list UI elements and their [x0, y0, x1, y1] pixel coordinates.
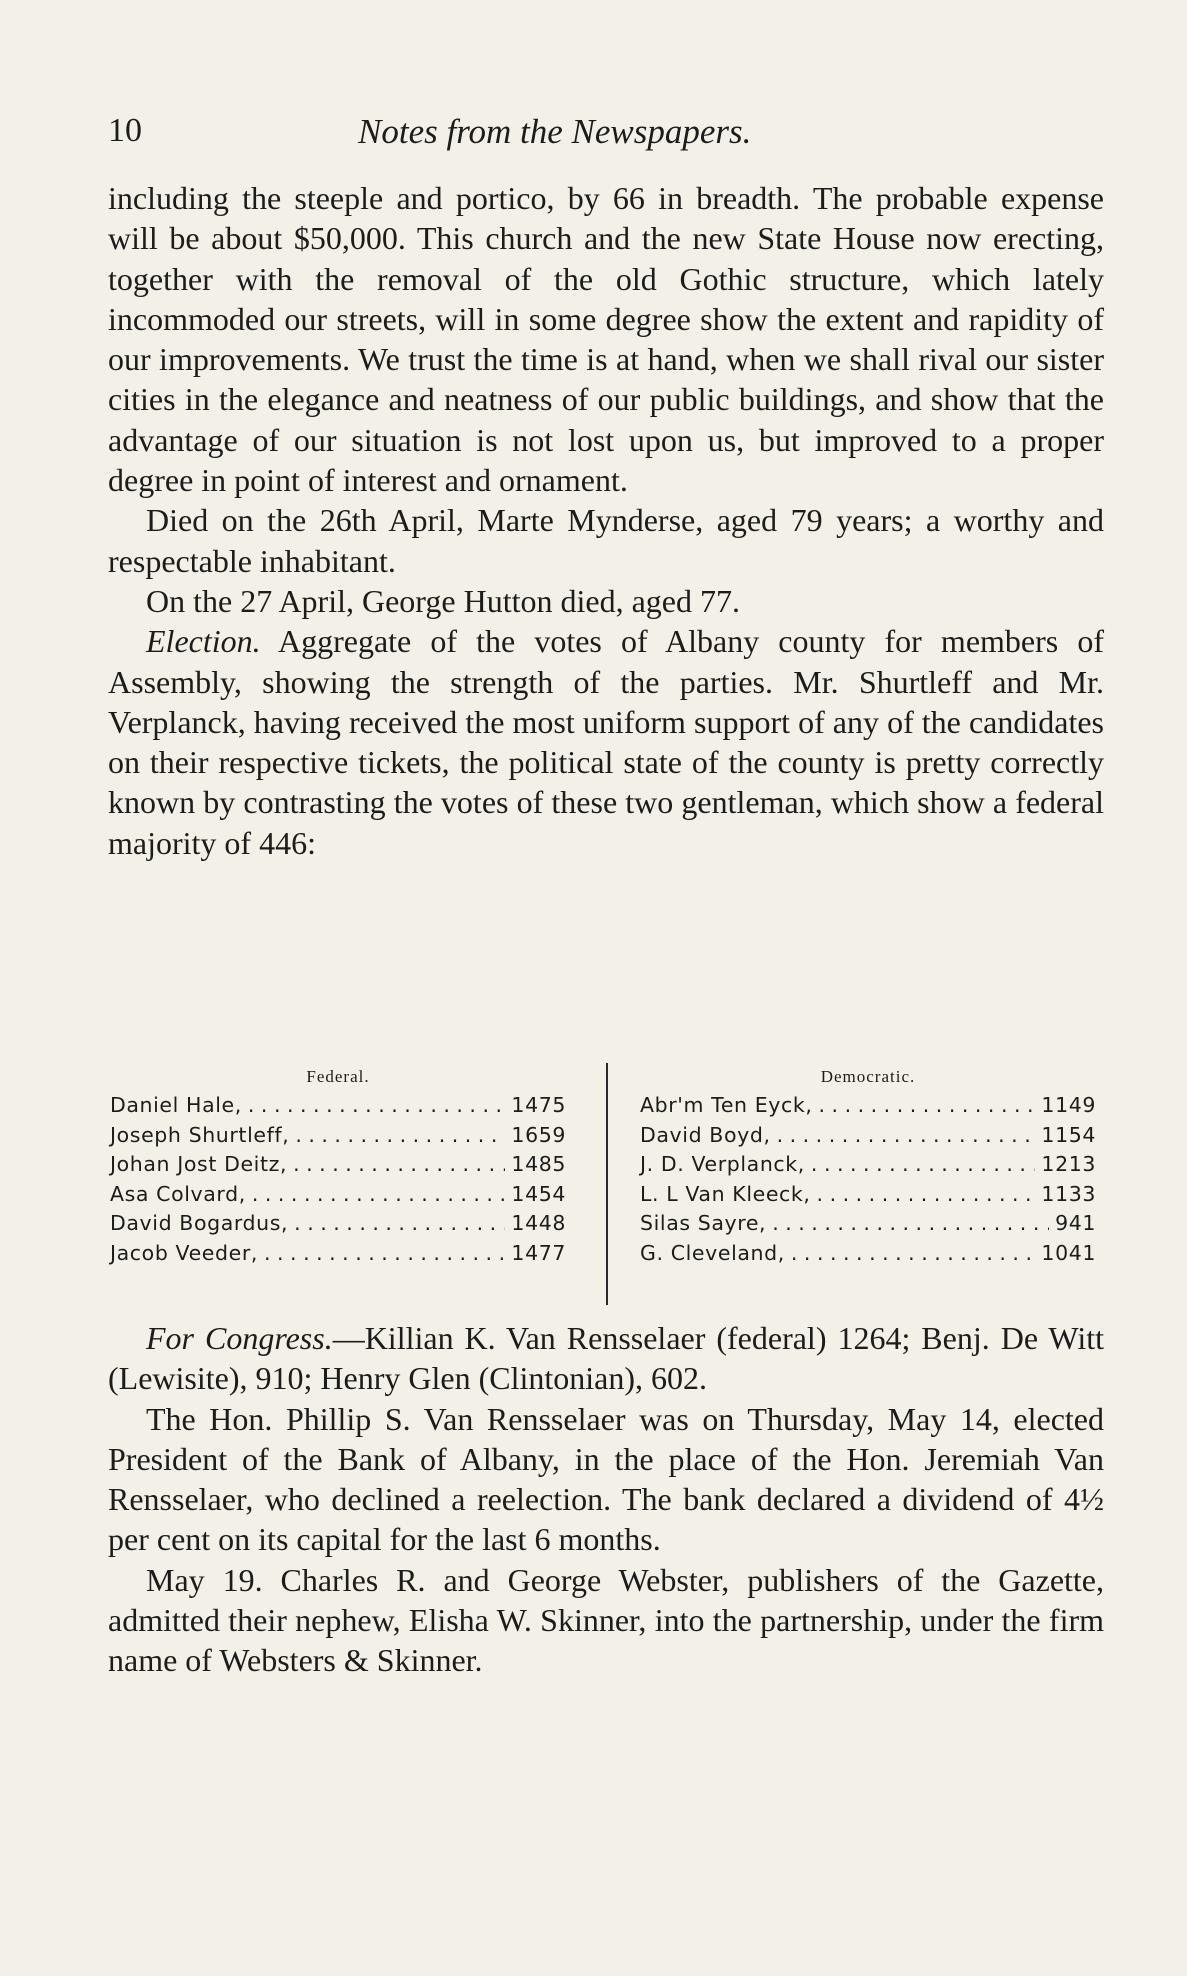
paragraph-death-mynderse: Died on the 26th April, Marte Mynderse, aged 79 years; a worthy and respectable inhabitant.	[108, 502, 1104, 579]
dot-leader	[264, 1239, 505, 1269]
vote-count: 1454	[511, 1181, 566, 1206]
vote-row	[640, 1121, 1096, 1151]
vote-count: 1041	[1041, 1240, 1096, 1265]
body-text-upper	[108, 178, 1104, 863]
vote-count: 1213	[1041, 1152, 1096, 1176]
dot-leader	[791, 1239, 1036, 1269]
paragraph-death-hutton: On the 27 April, George Hutton died, aged 77.	[146, 582, 740, 619]
candidate-name: L. L Van Kleeck,	[640, 1181, 811, 1206]
paragraph-election	[108, 621, 1104, 863]
candidate-name: Abr'm Ten Eyck,	[640, 1093, 813, 1117]
dot-leader	[819, 1091, 1036, 1121]
vote-row	[640, 1239, 1096, 1269]
dot-leader	[777, 1121, 1036, 1151]
candidate-name: J. D. Verplanck,	[640, 1152, 805, 1176]
vote-row	[110, 1121, 566, 1151]
column-divider	[606, 1063, 608, 1305]
vote-row	[110, 1150, 566, 1180]
candidate-name: Asa Colvard,	[110, 1181, 246, 1206]
dot-leader	[252, 1180, 506, 1210]
vote-row	[640, 1091, 1096, 1121]
running-title: Notes from the Newspapers.	[358, 112, 752, 151]
vote-row	[110, 1180, 566, 1210]
candidate-name: David Bogardus,	[110, 1211, 289, 1235]
democratic-column	[640, 1063, 1096, 1268]
body-text-lower	[108, 1318, 1104, 1681]
candidate-name: Johan Jost Deitz,	[110, 1152, 288, 1176]
candidate-name: Jacob Veeder,	[110, 1240, 258, 1265]
federal-column	[110, 1063, 566, 1268]
vote-count: 1485	[511, 1152, 566, 1176]
dot-leader	[817, 1180, 1036, 1210]
paragraph-webster: May 19. Charles R. and George Webster, publishers of the Gazette, admitted their nephew, Elisha W. Skinner, into the partnership, under the firm name of Websters & Skinner.	[108, 1561, 1104, 1679]
congress-text: —Killian K. Van Rensselaer (federal) 1264; Benj. De Witt (Lewisite), 910; Henry Glen (Clintonian), 602.	[108, 1320, 1104, 1397]
dot-leader	[248, 1091, 506, 1121]
paragraph-congress	[108, 1318, 1104, 1399]
congress-lead: For Congress.	[146, 1320, 333, 1356]
vote-row	[640, 1209, 1096, 1239]
vote-count: 1133	[1041, 1181, 1096, 1206]
vote-count: 1149	[1041, 1093, 1096, 1117]
election-text: Aggregate of the votes of Albany county for members of Assembly, showing the strength of the parties. Mr. Shurtleff and Mr. Verplanck, having received the most uniform support of any of the candidates on their respective tickets, the political state of the county is pretty correctly known by contrasting the votes of these two gentleman, which show a federal majority of 446:	[108, 623, 1104, 861]
democratic-heading: Democratic.	[820, 1067, 916, 1086]
vote-row	[110, 1209, 566, 1239]
candidate-name: G. Cleveland,	[640, 1240, 785, 1265]
dot-leader	[295, 1121, 505, 1151]
vote-row	[640, 1180, 1096, 1210]
vote-count: 941	[1055, 1211, 1096, 1235]
vote-table	[108, 1063, 1104, 1313]
vote-count: 1448	[511, 1211, 566, 1235]
election-lead: Election.	[146, 623, 261, 660]
candidate-name: David Boyd,	[640, 1122, 771, 1147]
federal-heading: Federal.	[306, 1067, 370, 1086]
dot-leader	[772, 1209, 1049, 1239]
page-number: 10	[108, 112, 142, 149]
vote-count: 1475	[511, 1093, 566, 1117]
vote-count: 1477	[511, 1240, 566, 1265]
dot-leader	[811, 1150, 1036, 1180]
paragraph-bank: The Hon. Phillip S. Van Rensselaer was on Thursday, May 14, elected President of the Bank of Albany, in the place of the Hon. Jeremiah Van Rensselaer, who declined a reelection. The bank declared a dividend of 4½ per cent on its capital for the last 6 months.	[108, 1400, 1104, 1558]
vote-row	[110, 1091, 566, 1121]
dot-leader	[294, 1209, 505, 1239]
vote-count: 1659	[511, 1122, 566, 1147]
dot-leader	[293, 1150, 505, 1180]
vote-row	[640, 1150, 1096, 1180]
vote-count: 1154	[1041, 1122, 1096, 1147]
page-header	[108, 112, 1078, 162]
paragraph-continuation: including the steeple and portico, by 66 in breadth. The probable expense will be about $50,000. This church and the new State House now erecting, together with the removal of the old Gothic structure, which lately incommoded our streets, will in some degree show the extent and rapidity of our improvements. We trust the time is at hand, when we shall rival our sister cities in the elegance and neatness of our public buildings, and show that the advantage of our situation is not lost upon us, but improved to a proper degree in point of interest and ornament.	[108, 180, 1104, 499]
candidate-name: Joseph Shurtleff,	[110, 1122, 290, 1147]
candidate-name: Daniel Hale,	[110, 1093, 242, 1117]
candidate-name: Silas Sayre,	[640, 1211, 767, 1235]
vote-row	[110, 1239, 566, 1269]
